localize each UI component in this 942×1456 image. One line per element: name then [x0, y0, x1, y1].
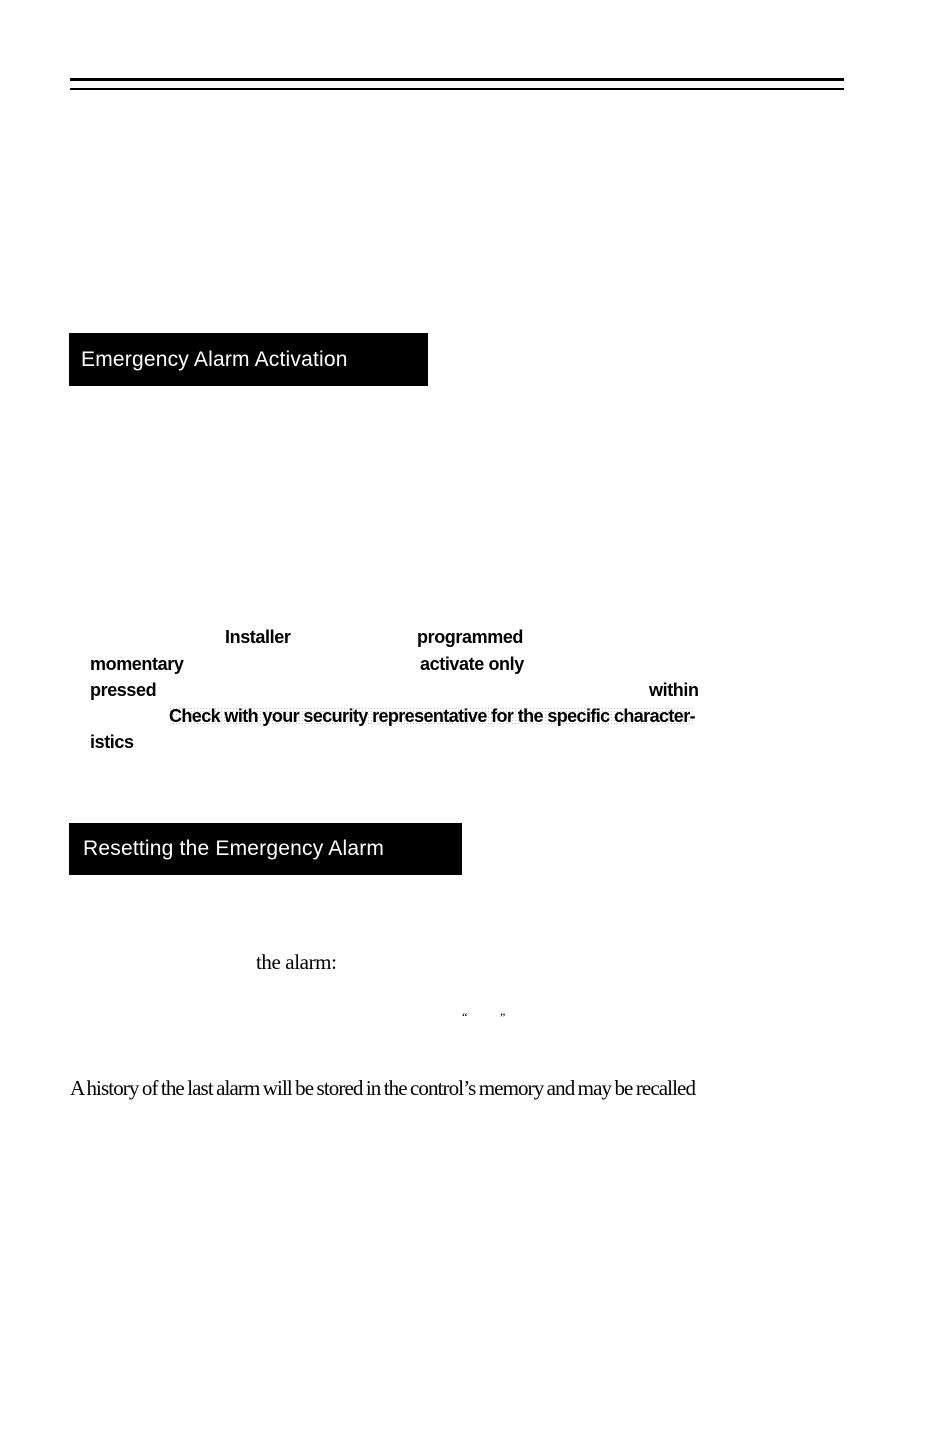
note-word-istics: istics	[90, 732, 134, 752]
section-header-emergency-alarm-activation	[69, 333, 428, 386]
note-word-momentary: momentary	[90, 654, 184, 674]
close-quote-mark: ”	[500, 1010, 506, 1024]
note-word-pressed: pressed	[90, 680, 157, 700]
note-word-within: within	[649, 680, 699, 700]
note-word-installer: Installer	[225, 627, 291, 647]
reset-the-alarm-text: the alarm:	[256, 950, 337, 974]
top-rule-thick	[70, 78, 844, 81]
section-header-resetting-emergency-alarm	[69, 823, 462, 875]
note-word-programmed: programmed	[417, 627, 524, 647]
note-word-activate-only: activate only	[420, 654, 524, 674]
section-title: Resetting the Emergency Alarm	[83, 837, 385, 860]
open-quote-mark: “	[462, 1010, 468, 1024]
section-title: Emergency Alarm Activation	[81, 347, 348, 371]
top-rule-thin	[70, 88, 844, 90]
note-check-with-representative: Check with your security representative for the specific character-	[169, 706, 696, 726]
alarm-history-paragraph: A history of the last alarm will be stored in the control’s memory and may be recalled	[70, 1076, 696, 1100]
